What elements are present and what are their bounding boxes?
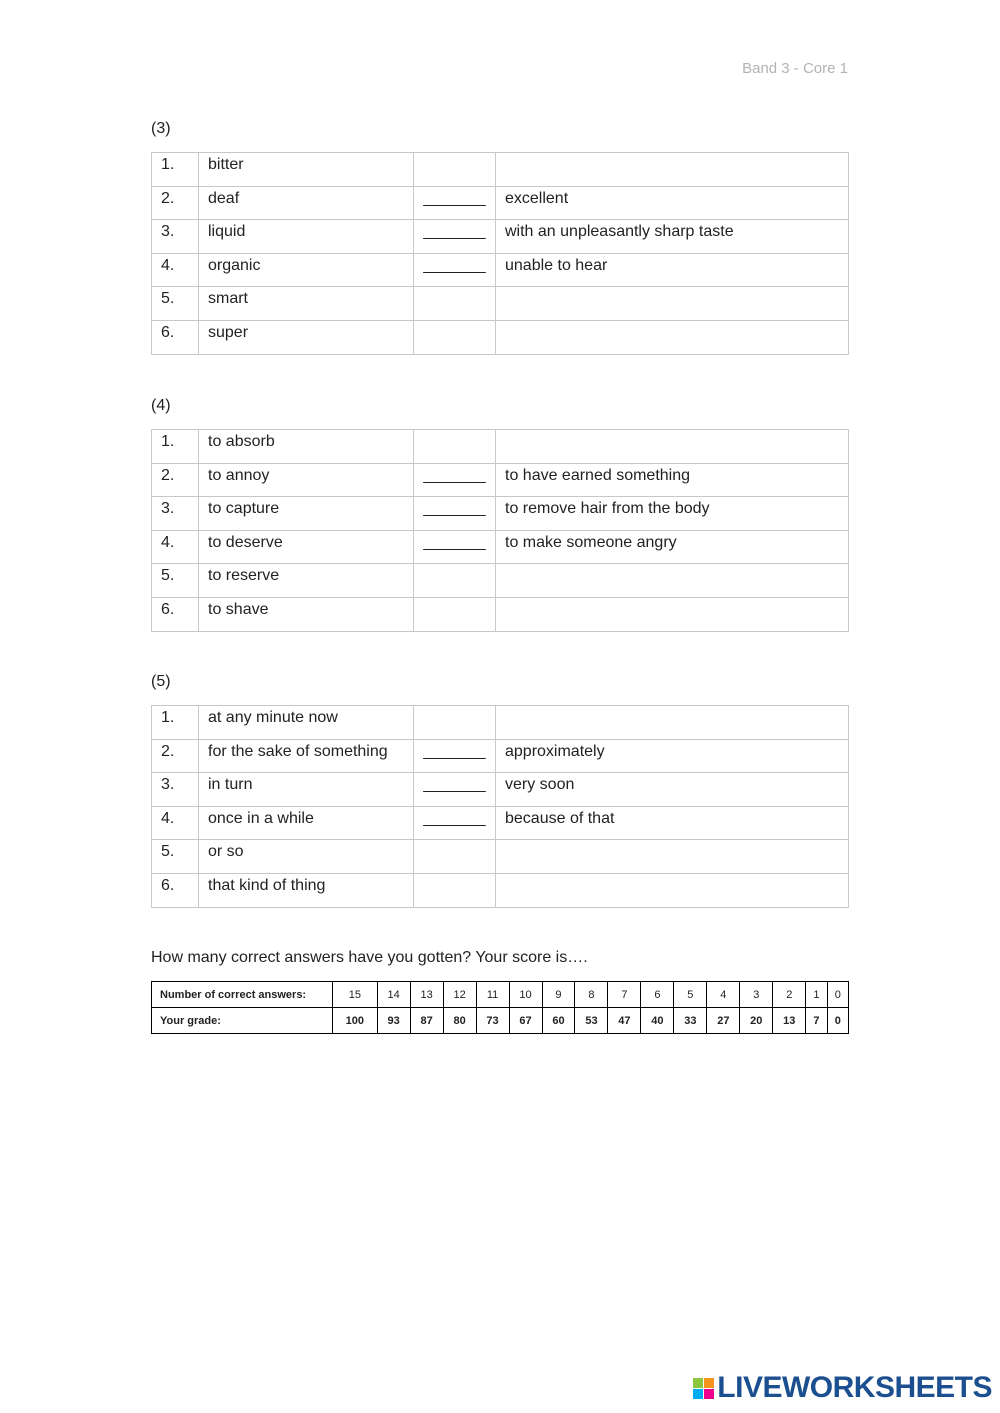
term-cell: bitter bbox=[199, 153, 414, 187]
answer-blank bbox=[414, 287, 496, 321]
answer-blank bbox=[414, 430, 496, 464]
score-count-cell: 14 bbox=[377, 982, 410, 1008]
logo-square-2 bbox=[704, 1378, 714, 1388]
answer-blank[interactable]: _______ bbox=[414, 806, 496, 840]
matching-table-3 bbox=[151, 152, 849, 355]
item-number: 2. bbox=[152, 186, 199, 220]
item-number: 2. bbox=[152, 463, 199, 497]
answer-blank[interactable]: _______ bbox=[414, 530, 496, 564]
item-number: 1. bbox=[152, 706, 199, 740]
score-count-cell: 11 bbox=[476, 982, 509, 1008]
score-count-cell: 12 bbox=[443, 982, 476, 1008]
score-count-cell: 3 bbox=[740, 982, 773, 1008]
item-number: 4. bbox=[152, 530, 199, 564]
definition-cell bbox=[496, 873, 849, 907]
term-cell: super bbox=[199, 320, 414, 354]
answer-blank[interactable]: _______ bbox=[414, 497, 496, 531]
item-number: 4. bbox=[152, 806, 199, 840]
score-prompt: How many correct answers have you gotten? Your score is…. bbox=[151, 949, 588, 966]
score-count-cell: 10 bbox=[509, 982, 542, 1008]
definition-cell: unable to hear bbox=[496, 253, 849, 287]
table-row bbox=[152, 840, 849, 874]
answer-blank[interactable]: _______ bbox=[414, 773, 496, 807]
definition-cell bbox=[496, 597, 849, 631]
logo-square-4 bbox=[704, 1389, 714, 1399]
score-grade-cell: 87 bbox=[410, 1008, 443, 1034]
term-cell: for the sake of something bbox=[199, 739, 414, 773]
definition-cell: very soon bbox=[496, 773, 849, 807]
item-number: 6. bbox=[152, 597, 199, 631]
term-cell: to capture bbox=[199, 497, 414, 531]
term-cell: at any minute now bbox=[199, 706, 414, 740]
item-number: 1. bbox=[152, 153, 199, 187]
matching-table-4 bbox=[151, 429, 849, 632]
table-row bbox=[152, 463, 849, 497]
table-row bbox=[152, 706, 849, 740]
table-row bbox=[152, 153, 849, 187]
score-grade-cell: 7 bbox=[806, 1008, 827, 1034]
score-grade-cell: 93 bbox=[377, 1008, 410, 1034]
score-count-cell: 15 bbox=[333, 982, 378, 1008]
score-count-cell: 9 bbox=[542, 982, 575, 1008]
score-table bbox=[151, 981, 849, 1034]
score-count-cell: 4 bbox=[707, 982, 740, 1008]
matching-table-5 bbox=[151, 705, 849, 908]
score-row-grades bbox=[152, 1008, 849, 1034]
logo-square-3 bbox=[693, 1389, 703, 1399]
table-row bbox=[152, 287, 849, 321]
item-number: 3. bbox=[152, 773, 199, 807]
score-count-cell: 5 bbox=[674, 982, 707, 1008]
answer-blank bbox=[414, 706, 496, 740]
score-row-label: Your grade: bbox=[152, 1008, 333, 1034]
score-grade-cell: 33 bbox=[674, 1008, 707, 1034]
item-number: 6. bbox=[152, 873, 199, 907]
answer-blank bbox=[414, 320, 496, 354]
term-cell: to reserve bbox=[199, 564, 414, 598]
item-number: 2. bbox=[152, 739, 199, 773]
score-count-cell: 6 bbox=[641, 982, 674, 1008]
definition-cell: to have earned something bbox=[496, 463, 849, 497]
answer-blank bbox=[414, 564, 496, 598]
score-grade-cell: 67 bbox=[509, 1008, 542, 1034]
term-cell: once in a while bbox=[199, 806, 414, 840]
table-row bbox=[152, 873, 849, 907]
answer-blank bbox=[414, 840, 496, 874]
definition-cell: to make someone angry bbox=[496, 530, 849, 564]
score-grade-cell: 53 bbox=[575, 1008, 608, 1034]
logo-mark-icon bbox=[693, 1378, 714, 1399]
definition-cell bbox=[496, 564, 849, 598]
definition-cell: to remove hair from the body bbox=[496, 497, 849, 531]
item-number: 6. bbox=[152, 320, 199, 354]
definition-cell: approximately bbox=[496, 739, 849, 773]
term-cell: or so bbox=[199, 840, 414, 874]
score-grade-cell: 0 bbox=[827, 1008, 848, 1034]
term-cell: that kind of thing bbox=[199, 873, 414, 907]
definition-cell bbox=[496, 840, 849, 874]
item-number: 5. bbox=[152, 840, 199, 874]
answer-blank bbox=[414, 873, 496, 907]
term-cell: to shave bbox=[199, 597, 414, 631]
answer-blank[interactable]: _______ bbox=[414, 463, 496, 497]
definition-cell: excellent bbox=[496, 186, 849, 220]
item-number: 5. bbox=[152, 564, 199, 598]
table-row bbox=[152, 186, 849, 220]
score-grade-cell: 27 bbox=[707, 1008, 740, 1034]
score-count-cell: 13 bbox=[410, 982, 443, 1008]
section-label-5: (5) bbox=[151, 673, 171, 690]
answer-blank[interactable]: _______ bbox=[414, 253, 496, 287]
definition-cell bbox=[496, 153, 849, 187]
term-cell: in turn bbox=[199, 773, 414, 807]
item-number: 5. bbox=[152, 287, 199, 321]
definition-cell bbox=[496, 430, 849, 464]
liveworksheets-logo bbox=[693, 1371, 992, 1405]
score-count-cell: 7 bbox=[608, 982, 641, 1008]
term-cell: to absorb bbox=[199, 430, 414, 464]
score-grade-cell: 80 bbox=[443, 1008, 476, 1034]
item-number: 1. bbox=[152, 430, 199, 464]
answer-blank[interactable]: _______ bbox=[414, 186, 496, 220]
score-count-cell: 8 bbox=[575, 982, 608, 1008]
item-number: 4. bbox=[152, 253, 199, 287]
definition-cell bbox=[496, 706, 849, 740]
term-cell: to deserve bbox=[199, 530, 414, 564]
score-grade-cell: 60 bbox=[542, 1008, 575, 1034]
section-label-4: (4) bbox=[151, 397, 171, 414]
score-row-counts bbox=[152, 982, 849, 1008]
table-row bbox=[152, 530, 849, 564]
term-cell: organic bbox=[199, 253, 414, 287]
score-count-cell: 1 bbox=[806, 982, 827, 1008]
item-number: 3. bbox=[152, 220, 199, 254]
answer-blank[interactable]: _______ bbox=[414, 220, 496, 254]
table-row bbox=[152, 773, 849, 807]
score-count-cell: 2 bbox=[773, 982, 806, 1008]
table-row bbox=[152, 430, 849, 464]
score-grade-cell: 13 bbox=[773, 1008, 806, 1034]
term-cell: to annoy bbox=[199, 463, 414, 497]
term-cell: smart bbox=[199, 287, 414, 321]
score-grade-cell: 40 bbox=[641, 1008, 674, 1034]
table-row bbox=[152, 220, 849, 254]
table-row bbox=[152, 597, 849, 631]
score-row-label: Number of correct answers: bbox=[152, 982, 333, 1008]
score-grade-cell: 73 bbox=[476, 1008, 509, 1034]
score-grade-cell: 100 bbox=[333, 1008, 378, 1034]
score-count-cell: 0 bbox=[827, 982, 848, 1008]
answer-blank[interactable]: _______ bbox=[414, 739, 496, 773]
answer-blank bbox=[414, 153, 496, 187]
table-row bbox=[152, 253, 849, 287]
section-label-3: (3) bbox=[151, 120, 171, 137]
answer-blank bbox=[414, 597, 496, 631]
term-cell: deaf bbox=[199, 186, 414, 220]
table-row bbox=[152, 806, 849, 840]
definition-cell bbox=[496, 320, 849, 354]
term-cell: liquid bbox=[199, 220, 414, 254]
logo-square-1 bbox=[693, 1378, 703, 1388]
item-number: 3. bbox=[152, 497, 199, 531]
table-row bbox=[152, 564, 849, 598]
definition-cell: with an unpleasantly sharp taste bbox=[496, 220, 849, 254]
score-grade-cell: 47 bbox=[608, 1008, 641, 1034]
score-grade-cell: 20 bbox=[740, 1008, 773, 1034]
logo-text: LIVEWORKSHEETS bbox=[717, 1371, 992, 1404]
table-row bbox=[152, 497, 849, 531]
table-row bbox=[152, 320, 849, 354]
definition-cell: because of that bbox=[496, 806, 849, 840]
definition-cell bbox=[496, 287, 849, 321]
table-row bbox=[152, 739, 849, 773]
page-header: Band 3 - Core 1 bbox=[742, 60, 848, 77]
